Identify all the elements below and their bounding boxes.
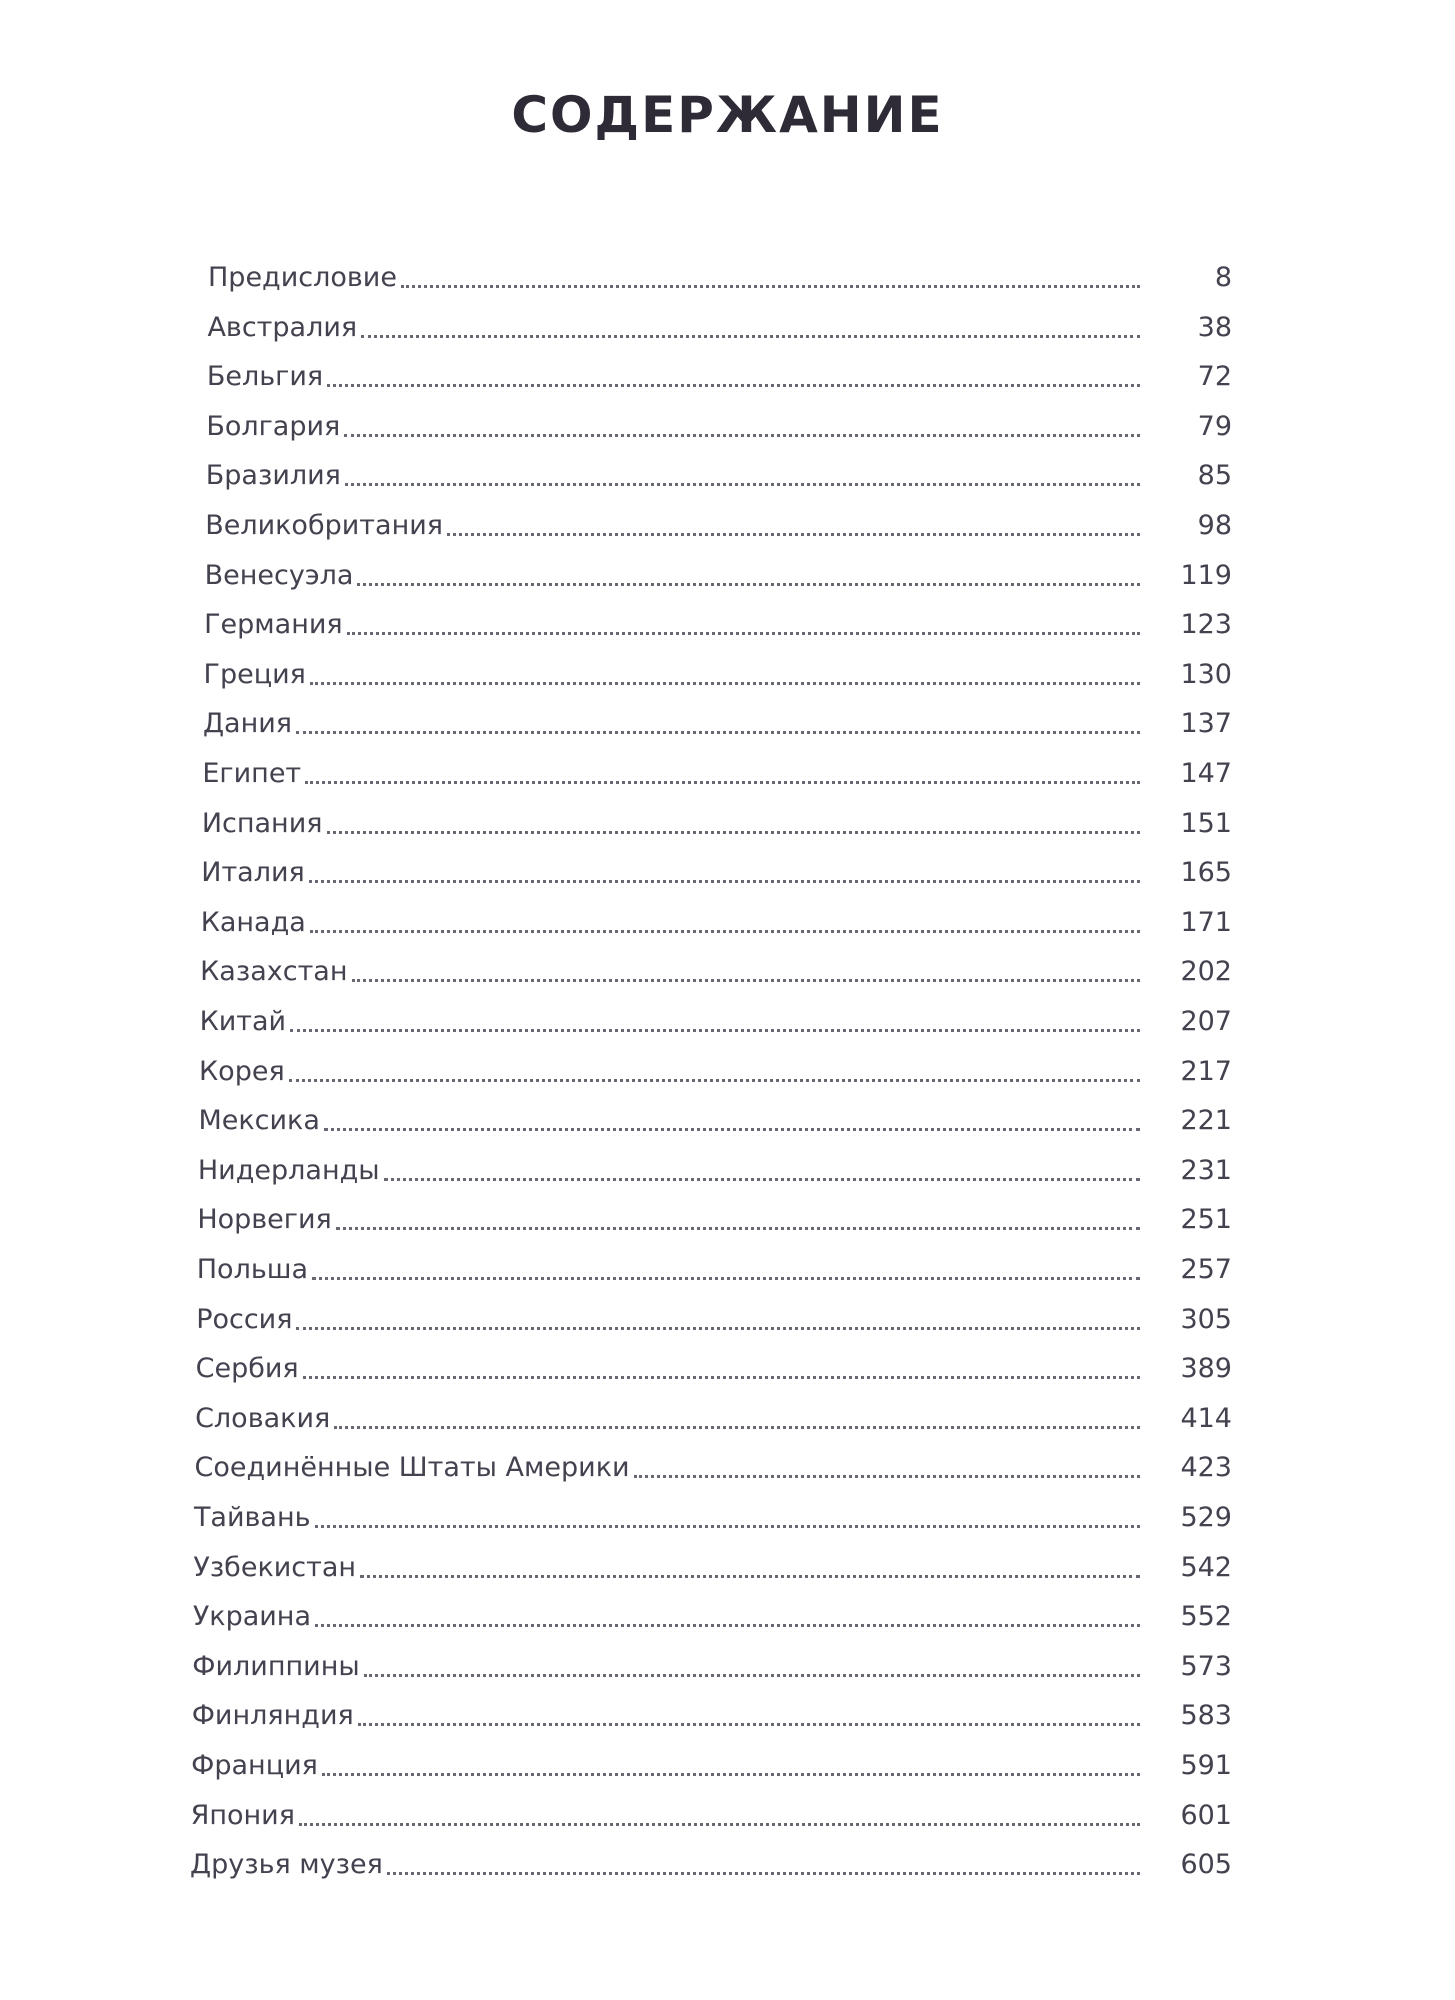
toc-entry-label: Тайвань [193, 1502, 311, 1533]
toc-entry-label: Испания [201, 807, 323, 839]
toc-entry-label: Друзья музея [190, 1849, 383, 1881]
toc-entry-page: 98 [1197, 510, 1232, 541]
toc-entry-page: 605 [1180, 1849, 1232, 1881]
toc-leader-dots [364, 1674, 1140, 1677]
toc-entry[interactable] [190, 1845, 1232, 1885]
toc-entry[interactable] [208, 258, 1232, 298]
toc-entry-label: Франция [191, 1750, 318, 1781]
toc-entry-page: 221 [1180, 1105, 1232, 1137]
toc-entry-page: 171 [1180, 906, 1232, 938]
toc-entry-page: 151 [1180, 807, 1232, 839]
toc-leader-dots [334, 1426, 1140, 1429]
toc-entry-page: 137 [1180, 708, 1232, 740]
toc-entry[interactable] [206, 407, 1232, 447]
toc-entry-label: Греция [203, 658, 306, 690]
toc-leader-dots [309, 880, 1140, 883]
toc-entry[interactable] [203, 704, 1232, 744]
toc-leader-dots [310, 682, 1140, 685]
toc-entry[interactable] [205, 556, 1232, 596]
toc-entry-page: 251 [1180, 1204, 1232, 1236]
toc-leader-dots [299, 1823, 1140, 1826]
toc-entry[interactable] [194, 1498, 1232, 1538]
toc-leader-dots [327, 384, 1140, 387]
toc-entry-label: Египет [202, 758, 302, 789]
toc-entry-page: 231 [1180, 1154, 1232, 1186]
toc-leader-dots [387, 1872, 1140, 1875]
toc-leader-dots [358, 1723, 1140, 1726]
toc-entry-page: 165 [1180, 857, 1232, 889]
toc-entry[interactable] [204, 605, 1232, 645]
toc-entry-page: 123 [1180, 609, 1232, 641]
toc-entry-page: 38 [1197, 311, 1232, 343]
toc-entry-page: 305 [1180, 1303, 1232, 1335]
toc-leader-dots [336, 1227, 1140, 1230]
toc-leader-dots [315, 1624, 1140, 1627]
toc-entry[interactable] [200, 952, 1232, 992]
toc-leader-dots [357, 583, 1140, 586]
toc-leader-dots [345, 483, 1140, 486]
toc-leader-dots [401, 285, 1140, 288]
toc-leader-dots [305, 781, 1140, 784]
toc-entry-label: Китай [199, 1006, 287, 1037]
toc-entry[interactable] [198, 1101, 1232, 1141]
toc-entry-page: 591 [1180, 1750, 1232, 1781]
toc-entry[interactable] [191, 1746, 1232, 1786]
toc-entry-label: Филиппины [192, 1650, 360, 1682]
toc-leader-dots [303, 1376, 1140, 1379]
toc-leader-dots [352, 979, 1141, 982]
toc-entry-page: 423 [1180, 1452, 1232, 1484]
toc-entry[interactable] [197, 1250, 1232, 1290]
toc-entry-page: 202 [1180, 956, 1232, 988]
toc-entry-page: 529 [1180, 1502, 1232, 1533]
toc-entry-page: 79 [1197, 410, 1232, 442]
toc-leader-dots [344, 434, 1140, 437]
toc-entry-label: Норвегия [197, 1204, 332, 1236]
toc-entry-page: 389 [1180, 1353, 1232, 1385]
toc-entry-label: Мексика [198, 1105, 320, 1137]
toc-entry-label: Казахстан [200, 956, 348, 988]
toc-entry[interactable] [205, 506, 1232, 546]
toc-entry[interactable] [195, 1399, 1232, 1439]
toc-leader-dots [384, 1178, 1140, 1181]
toc-entry-label: Россия [196, 1303, 293, 1335]
toc-entry[interactable] [202, 754, 1232, 794]
toc-entry-page: 130 [1180, 658, 1232, 690]
toc-leader-dots [296, 731, 1140, 734]
toc-leader-dots [347, 632, 1140, 635]
toc-entry-label: Словакия [195, 1402, 331, 1434]
toc-entry-label: Предисловие [208, 262, 397, 293]
toc-leader-dots [315, 1525, 1140, 1528]
toc-entry[interactable] [199, 1052, 1232, 1092]
toc-leader-dots [361, 335, 1140, 338]
toc-entry-label: Соединённые Штаты Америки [194, 1452, 630, 1484]
toc-entry-page: 207 [1180, 1006, 1232, 1037]
toc-leader-dots [290, 1029, 1140, 1032]
toc-entry-page: 147 [1180, 758, 1232, 789]
toc-leader-dots [447, 533, 1140, 536]
toc-leader-dots [324, 1128, 1140, 1131]
toc-entry-label: Болгария [206, 410, 341, 442]
toc-entry-label: Дания [202, 708, 293, 740]
toc-entry[interactable] [193, 1597, 1232, 1637]
toc-entry[interactable] [195, 1448, 1233, 1488]
toc-entry-page: 217 [1180, 1055, 1232, 1087]
toc-entry[interactable] [206, 456, 1232, 496]
toc-entry-label: Австралия [207, 311, 358, 343]
toc-entry[interactable] [193, 1548, 1232, 1588]
toc-entry[interactable] [192, 1647, 1232, 1687]
toc-entry[interactable] [201, 903, 1232, 943]
toc-entry[interactable] [196, 1300, 1232, 1340]
toc-entry-page: 119 [1180, 559, 1232, 591]
toc-entry-label: Сербия [195, 1353, 299, 1385]
toc-entry-label: Польша [196, 1254, 308, 1285]
toc-entry-label: Финляндия [191, 1700, 354, 1732]
toc-entry-label: Нидерланды [197, 1154, 380, 1186]
toc-leader-dots [360, 1575, 1140, 1578]
toc-entry[interactable] [198, 1151, 1232, 1191]
toc-leader-dots [289, 1079, 1140, 1082]
toc-leader-dots [322, 1773, 1140, 1776]
toc-entry[interactable] [207, 308, 1232, 348]
toc-leader-dots [634, 1475, 1140, 1478]
toc-entry-label: Великобритания [205, 510, 444, 541]
toc-entry-page: 542 [1180, 1551, 1232, 1583]
toc-entry[interactable] [204, 655, 1233, 695]
toc-entry-label: Япония [190, 1799, 295, 1831]
toc-entry-page: 583 [1180, 1700, 1232, 1732]
toc-entry[interactable] [207, 357, 1232, 397]
toc-entry-page: 573 [1180, 1650, 1232, 1682]
toc-entry-label: Венесуэла [204, 559, 354, 591]
toc-entry-page: 72 [1197, 361, 1232, 393]
toc-entry[interactable] [196, 1349, 1232, 1389]
toc-entry-page: 85 [1197, 460, 1232, 492]
toc-entry[interactable] [197, 1200, 1232, 1240]
toc-entry-label: Бельгия [206, 361, 324, 393]
toc-entry-label: Канада [200, 906, 306, 938]
toc-entry-label: Украина [192, 1601, 312, 1633]
toc-entry[interactable] [201, 853, 1232, 893]
toc-entry-page: 601 [1180, 1799, 1232, 1831]
toc-leader-dots [312, 1277, 1140, 1280]
toc-entry-label: Корея [199, 1055, 285, 1087]
toc-entry[interactable] [191, 1796, 1232, 1836]
toc-entry[interactable] [200, 1002, 1232, 1042]
toc-entry-label: Бразилия [205, 460, 341, 492]
toc-entry-page: 552 [1180, 1601, 1232, 1633]
toc-entry-label: Германия [204, 609, 343, 641]
toc-entry-page: 8 [1214, 262, 1232, 293]
toc-entry[interactable] [202, 804, 1232, 844]
toc-leader-dots [296, 1327, 1140, 1330]
page-title: СОДЕРЖАНИЕ [511, 86, 944, 144]
toc-entry-page: 257 [1180, 1254, 1232, 1285]
toc-leader-dots [327, 831, 1141, 834]
toc-entry-label: Италия [201, 857, 305, 889]
toc-entry-page: 414 [1180, 1402, 1232, 1434]
toc-leader-dots [310, 930, 1140, 933]
toc-entry-label: Узбекистан [193, 1551, 357, 1583]
toc-entry[interactable] [192, 1696, 1232, 1736]
